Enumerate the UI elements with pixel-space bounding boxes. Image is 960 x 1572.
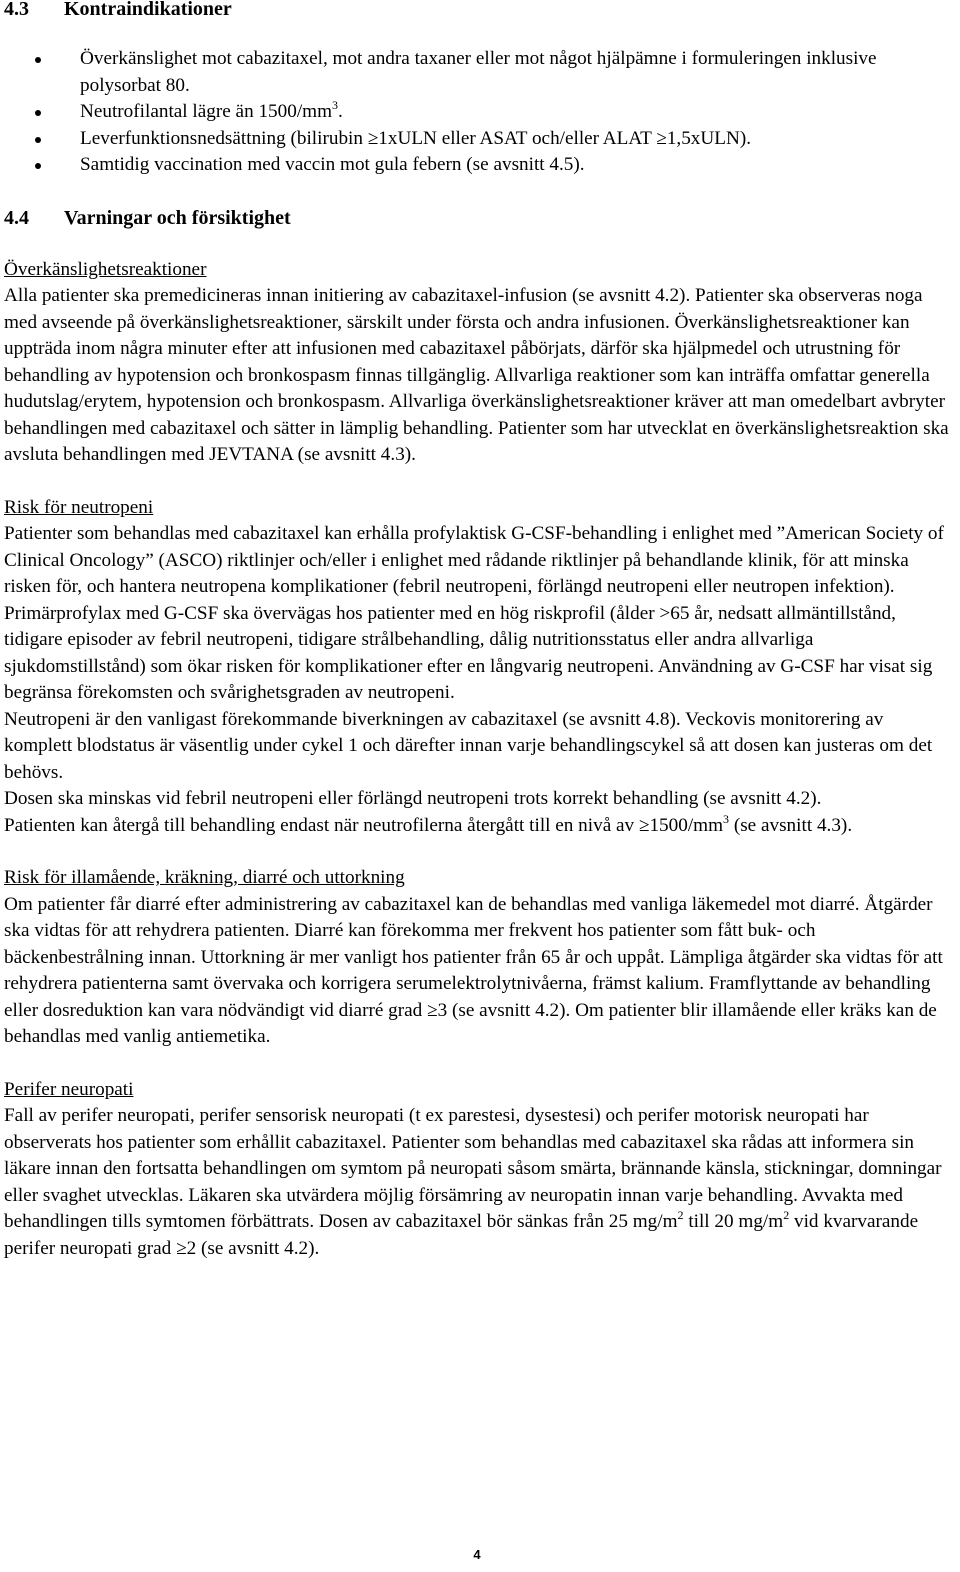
list-item bbox=[4, 99, 954, 126]
section-number: 4.3 bbox=[4, 0, 29, 20]
subheading-nausea: Risk för illamående, kräkning, diarré och uttorkning bbox=[4, 867, 405, 888]
document-page bbox=[4, 0, 954, 1262]
page-number: 4 bbox=[473, 1547, 481, 1562]
subheading-neutropenia: Risk för neutropeni bbox=[4, 496, 154, 518]
list-item bbox=[4, 126, 954, 153]
text-run: Patienten kan återgå till behandling endast när neutrofilerna återgått till en nivå av ≥1500/mm bbox=[4, 814, 724, 836]
text-run: Fall av perifer neuropati, perifer sensorisk neuropati (t ex parestesi, dysestesi) och perifer motorisk neuropati har observerats hos patienter som erhållit cabazitaxel. Patienter som behandlas med cabazitaxel ska rådas att informera sin läkare innan den fortsatta behandlingen om symtom på neuropati såsom smärta, brännande känsla, stickningar, domningar eller svaghet utvecklas. Läkaren ska utvärdera möjlig försämring av neuropatin innan varje behandling. Avvakta med behandlingen tills symtomen förbättrats. Dosen av cabazitaxel bör sänkas från 25 mg/m bbox=[4, 1105, 942, 1232]
bullet-icon bbox=[35, 57, 41, 63]
section-title: Varningar och försiktighet bbox=[64, 206, 291, 229]
text-run: vid kvarvarande perifer neuropati grad ≥2 (se avsnitt 4.2). bbox=[4, 1211, 919, 1259]
bullet-icon bbox=[35, 163, 41, 169]
section-heading-4-3 bbox=[4, 0, 954, 22]
list-item bbox=[4, 46, 954, 99]
paragraph-nausea: Om patienter får diarré efter administrering av cabazitaxel kan de behandlas med vanliga läkemedel mot diarré. Åtgärder ska vidtas för att rehydrera patienten. Diarré kan förekomma mer frekvent hos patienter som fått buk- och bäckenbestrålning innan. Uttorkning är mer vanligt hos patienter från 65 år och uppåt. Lämpliga åtgärder ska vidtas för att rehydrera patienterna samt övervaka och korrigera serumelektrolytnivåerna, främst kalium. Framflyttande av behandling eller dosreduktion kan vara nödvändigt vid diarré grad ≥3 (se avsnitt 4.2). Om patienter blir illamående eller kräks kan de behandlas med vanlig antiemetika. bbox=[4, 893, 943, 1047]
paragraph-neutropenia-2: Neutropeni är den vanligast förekommande biverkningen av cabazitaxel (se avsnitt 4.8). Veckovis monitorering av komplett blodstatus är väsentlig under cykel 1 och därefter innan varje behandlingscykel så att dosen kan justeras om det behövs. bbox=[4, 708, 933, 783]
subheading-neuropathy: Perifer neuropati bbox=[4, 1078, 134, 1100]
paragraph-hypersensitivity: Alla patienter ska premedicineras innan initiering av cabazitaxel-infusion (se avsnitt 4.2). Patienter ska observeras noga med avseende på överkänslighetsreaktioner, särskilt under första och andra infusionen. Överkänslighetsreaktioner kan uppträda inom några minuter efter att infusionen med cabazitaxel påbörjats, därför ska hjälpmedel och utrustning för behandling av hypotension och bronkospasm finnas tillgänglig. Allvarliga reaktioner som kan inträffa omfattar generella hudutslag/erytem, hypotension och bronkospasm. Allvarliga överkänslighetsreaktioner kräver att man omedelbart avbryter behandlingen med cabazitaxel och sätter in lämplig behandling. Patienter som har utvecklat en överkänslighetsreaktion ska avsluta behandlingen med JEVTANA (se avsnitt 4.3). bbox=[4, 285, 949, 465]
superscript: 3 bbox=[332, 98, 339, 112]
paragraph-neutropenia-1: Patienter som behandlas med cabazitaxel kan erhålla profylaktisk G-CSF-behandling i enlighet med ”American Society of Clinical Oncology” (ASCO) riktlinjer och/eller i enlighet med rådande riktlinjer på behandlande klinik, för att minska risken för, och hantera neutropena komplikationer (febril neutropeni, förlängd neutropeni eller neutropen infektion). Primärprofylax med G-CSF ska övervägas hos patienter med en hög riskprofil (ålder >65 år, nedsatt allmäntillstånd, tidigare episoder av febril neutropeni, tidigare strålbehandling, dålig nutritionsstatus eller andra allvarliga sjukdomstillstånd) som ökar risken för komplikationer efter en långvarig neutropeni. Användning av G-CSF har visat sig begränsa förekomsten och svårighetsgraden av neutropeni. bbox=[4, 523, 944, 703]
list-item-text: Samtidig vaccination med vaccin mot gula febern (se avsnitt 4.5). bbox=[80, 154, 585, 175]
paragraph-neuropathy bbox=[4, 1103, 954, 1262]
subheading-hypersensitivity: Överkänslighetsreaktioner bbox=[4, 258, 207, 280]
section-heading-4-4 bbox=[4, 205, 954, 231]
list-item-text: Leverfunktionsnedsättning (bilirubin ≥1xULN eller ASAT och/eller ALAT ≥1,5xULN). bbox=[80, 127, 752, 149]
contraindication-list bbox=[4, 46, 954, 179]
bullet-icon bbox=[35, 137, 41, 143]
paragraph-neutropenia-3: Dosen ska minskas vid febril neutropeni eller förlängd neutropeni trots korrekt behandling (se avsnitt 4.2). bbox=[4, 788, 822, 809]
bullet-icon bbox=[35, 110, 41, 116]
list-item-text: Överkänslighet mot cabazitaxel, mot andra taxaner eller mot något hjälpämne i formuleringen inklusive polysorbat 80. bbox=[80, 48, 877, 96]
superscript: 2 bbox=[783, 1208, 790, 1222]
superscript: 2 bbox=[677, 1208, 684, 1222]
section-title: Kontraindikationer bbox=[64, 0, 232, 20]
text-run: (se avsnitt 4.3). bbox=[729, 814, 853, 836]
list-item-text: Neutrofilantal lägre än 1500/mm bbox=[80, 101, 333, 122]
section-number: 4.4 bbox=[4, 206, 29, 229]
list-item bbox=[4, 152, 954, 179]
superscript: 3 bbox=[723, 811, 730, 826]
text-run: till 20 mg/m bbox=[683, 1211, 784, 1232]
list-item-tail: . bbox=[338, 101, 343, 122]
paragraph-neutropenia-4 bbox=[4, 813, 954, 840]
